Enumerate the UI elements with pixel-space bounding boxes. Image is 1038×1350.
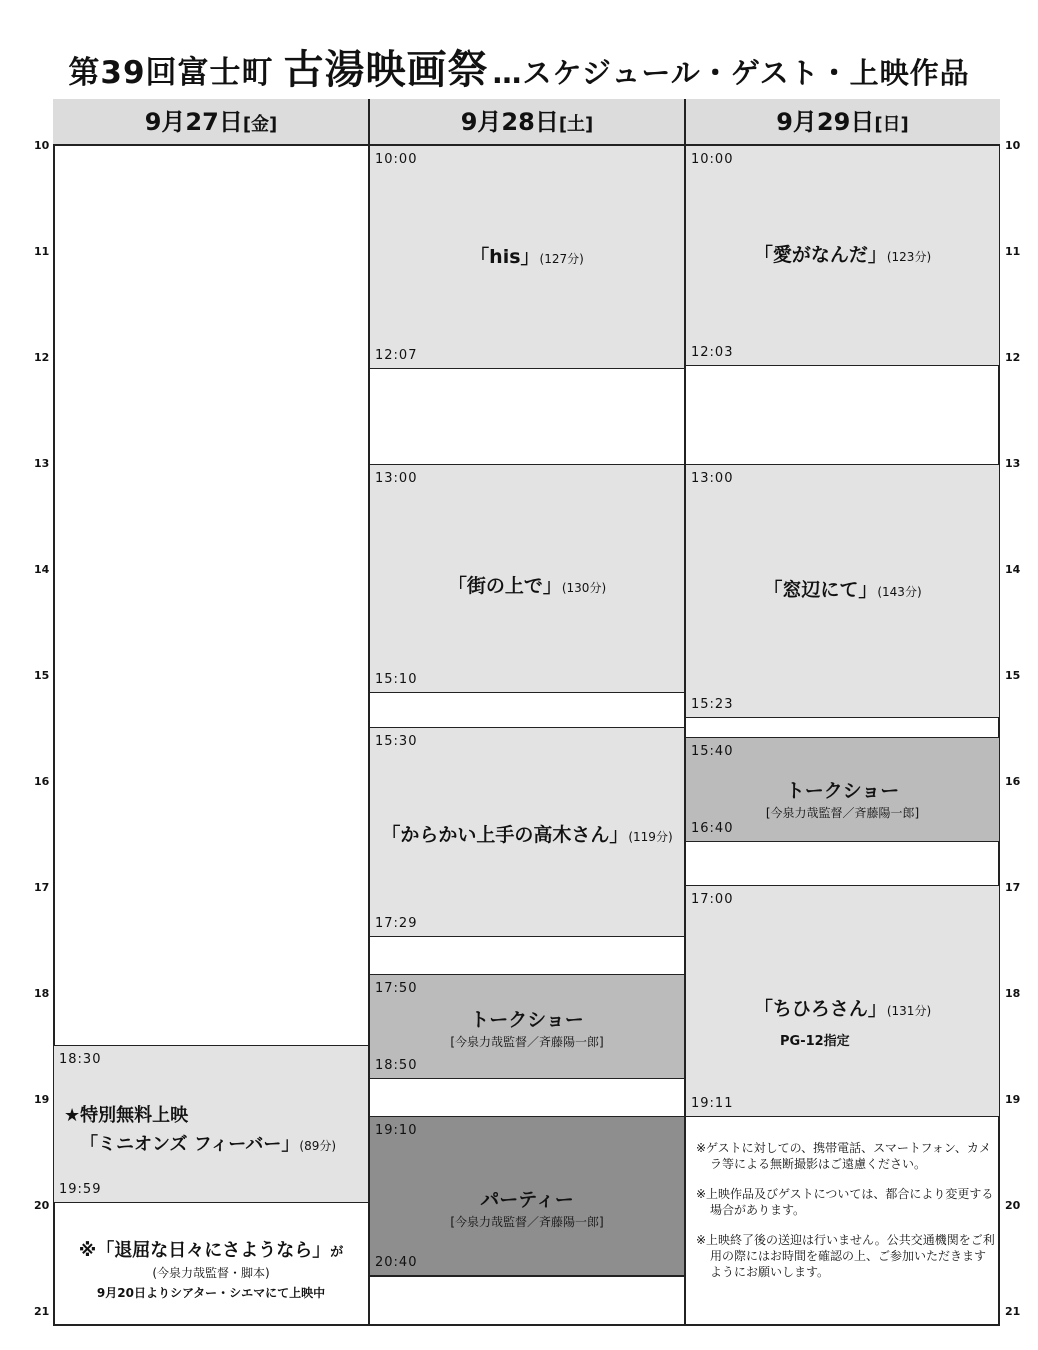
hour-label-right: 15: [1005, 669, 1021, 682]
hour-label-left: 14: [34, 563, 50, 576]
hour-label-right: 19: [1005, 1093, 1021, 1106]
promo-note: 9月20日よりシアター・シエマにて上映中: [96, 1286, 326, 1300]
hour-label-right: 18: [1005, 987, 1021, 1000]
film-title: 「窓辺にて」: [763, 579, 878, 601]
event-title: [370, 242, 684, 269]
hour-label-left: 18: [34, 987, 50, 1000]
event-title: [686, 994, 999, 1021]
day-dow: [土]: [558, 114, 594, 135]
hour-label-left: 11: [34, 245, 50, 258]
day-dow: [日]: [874, 114, 909, 135]
film-title: 「ちひろさん」: [753, 998, 887, 1020]
event-party: [369, 1116, 685, 1276]
hour-label-left: 17: [34, 881, 50, 894]
note-item: ※ゲストに対しての、携帯電話、スマートフォン、カメラ等による無断撮影はご遠慮ください。: [696, 1141, 991, 1171]
end-time: 18:50: [375, 1058, 418, 1073]
start-time: 10:00: [375, 152, 418, 167]
hour-label-right: 13: [1005, 457, 1021, 470]
start-time: 15:40: [691, 744, 734, 759]
special-label: ★特別無料上映: [64, 1105, 189, 1126]
event-title: [686, 776, 999, 803]
event-title: [686, 240, 999, 267]
end-time: 15:10: [375, 672, 418, 687]
hour-label-right: 11: [1005, 245, 1021, 258]
end-time: 19:59: [59, 1182, 102, 1197]
title-suffix: …スケジュール・ゲスト・上映作品: [492, 56, 970, 90]
guests: [今泉力哉監督／斉藤陽一郎]: [450, 1215, 604, 1229]
end-time: 16:40: [691, 821, 734, 836]
film-title: 「街の上で」: [447, 575, 562, 597]
hour-label-right: 17: [1005, 881, 1021, 894]
event-his: [369, 145, 685, 369]
duration: (130分): [561, 581, 607, 595]
guests: [今泉力哉監督／斉藤陽一郎]: [765, 806, 920, 820]
day-date: 9月27日: [144, 108, 243, 136]
event-talk-show-28: [369, 974, 685, 1079]
title-prefix: 第39回富士町: [68, 55, 274, 91]
duration: (123分): [886, 250, 932, 264]
note-item: ※上映終了後の送迎は行いません。公共交通機関をご利用の際にはお時間を確認の上、ご参加いただきますようにお願いします。: [696, 1233, 995, 1279]
start-time: 19:10: [375, 1123, 418, 1138]
promo-suffix: が: [330, 1245, 344, 1260]
hour-label-left: 19: [34, 1093, 50, 1106]
end-time: 19:11: [691, 1096, 734, 1111]
day-header-28: [369, 99, 685, 146]
event-ai-ga-nanda: [685, 145, 1000, 366]
film-title: 「からかい上手の高木さん」: [381, 824, 629, 846]
hour-label-right: 14: [1005, 563, 1021, 576]
day-header-29: [685, 99, 1000, 146]
note-item: ※上映作品及びゲストについては、都合により変更する場合があります。: [696, 1187, 994, 1217]
title-main: 古湯映画祭: [283, 47, 489, 93]
event-talk-show-29: [685, 737, 1000, 842]
hour-label-right: 12: [1005, 351, 1021, 364]
party-title: パーティー: [480, 1189, 574, 1211]
hour-label-left: 21: [34, 1305, 50, 1318]
event-title: [370, 1005, 684, 1032]
day-dow: [金]: [242, 114, 278, 135]
start-time: 17:00: [691, 892, 734, 907]
hour-label-right: 20: [1005, 1199, 1021, 1212]
start-time: 15:30: [375, 734, 418, 749]
film-title: 「ミニオンズ フィーバー」: [80, 1134, 300, 1155]
page-title: [0, 38, 1038, 95]
end-time: 12:07: [375, 348, 418, 363]
promo-block: [55, 1236, 367, 1301]
day-date: 9月28日: [460, 108, 559, 136]
rating: PG-12指定: [780, 1034, 850, 1049]
start-time: 17:50: [375, 981, 418, 996]
start-time: 13:00: [691, 471, 734, 486]
notes-block: [696, 1140, 996, 1294]
start-time: 18:30: [59, 1052, 102, 1067]
hour-label-left: 12: [34, 351, 50, 364]
film-title: 「his」: [470, 246, 540, 268]
event-machi-no-ue-de: [369, 464, 685, 693]
hour-label-left: 13: [34, 457, 50, 470]
day-header-27: [53, 99, 369, 146]
day-date: 9月29日: [776, 108, 875, 136]
duration: (127分): [539, 252, 584, 266]
event-title: [370, 1185, 684, 1212]
promo-title: ※「退屈な日々にさようなら」: [78, 1240, 331, 1261]
hour-label-right: 16: [1005, 775, 1021, 788]
event-title: [370, 820, 684, 847]
end-time: 20:40: [375, 1255, 418, 1270]
hour-label-left: 16: [34, 775, 50, 788]
event-madobe-nite: [685, 464, 1000, 718]
guests: [今泉力哉監督／斉藤陽一郎]: [450, 1035, 604, 1049]
duration: (143分): [877, 585, 922, 599]
event-title: [686, 575, 999, 602]
start-time: 13:00: [375, 471, 418, 486]
talk-title: トークショー: [470, 1009, 584, 1031]
slot-divider: [369, 1276, 685, 1326]
end-time: 15:23: [691, 697, 734, 712]
event-title: [80, 1130, 336, 1156]
hour-label-right: 10: [1005, 139, 1021, 152]
event-minions: [53, 1045, 369, 1203]
duration: (119分): [628, 830, 673, 844]
duration: (89分): [299, 1139, 337, 1153]
hour-label-right: 21: [1005, 1305, 1021, 1318]
talk-title: トークショー: [785, 780, 900, 802]
hour-label-left: 10: [34, 139, 50, 152]
event-karakai: [369, 727, 685, 937]
film-title: 「愛がなんだ」: [753, 244, 887, 266]
promo-credit: (今泉力哉監督・脚本): [152, 1266, 270, 1280]
hour-label-left: 20: [34, 1199, 50, 1212]
event-title: [370, 571, 684, 598]
hour-label-left: 15: [34, 669, 50, 682]
end-time: 17:29: [375, 916, 418, 931]
duration: (131分): [886, 1004, 932, 1018]
start-time: 10:00: [691, 152, 734, 167]
end-time: 12:03: [691, 345, 734, 360]
event-chihiro-san: [685, 885, 1000, 1117]
